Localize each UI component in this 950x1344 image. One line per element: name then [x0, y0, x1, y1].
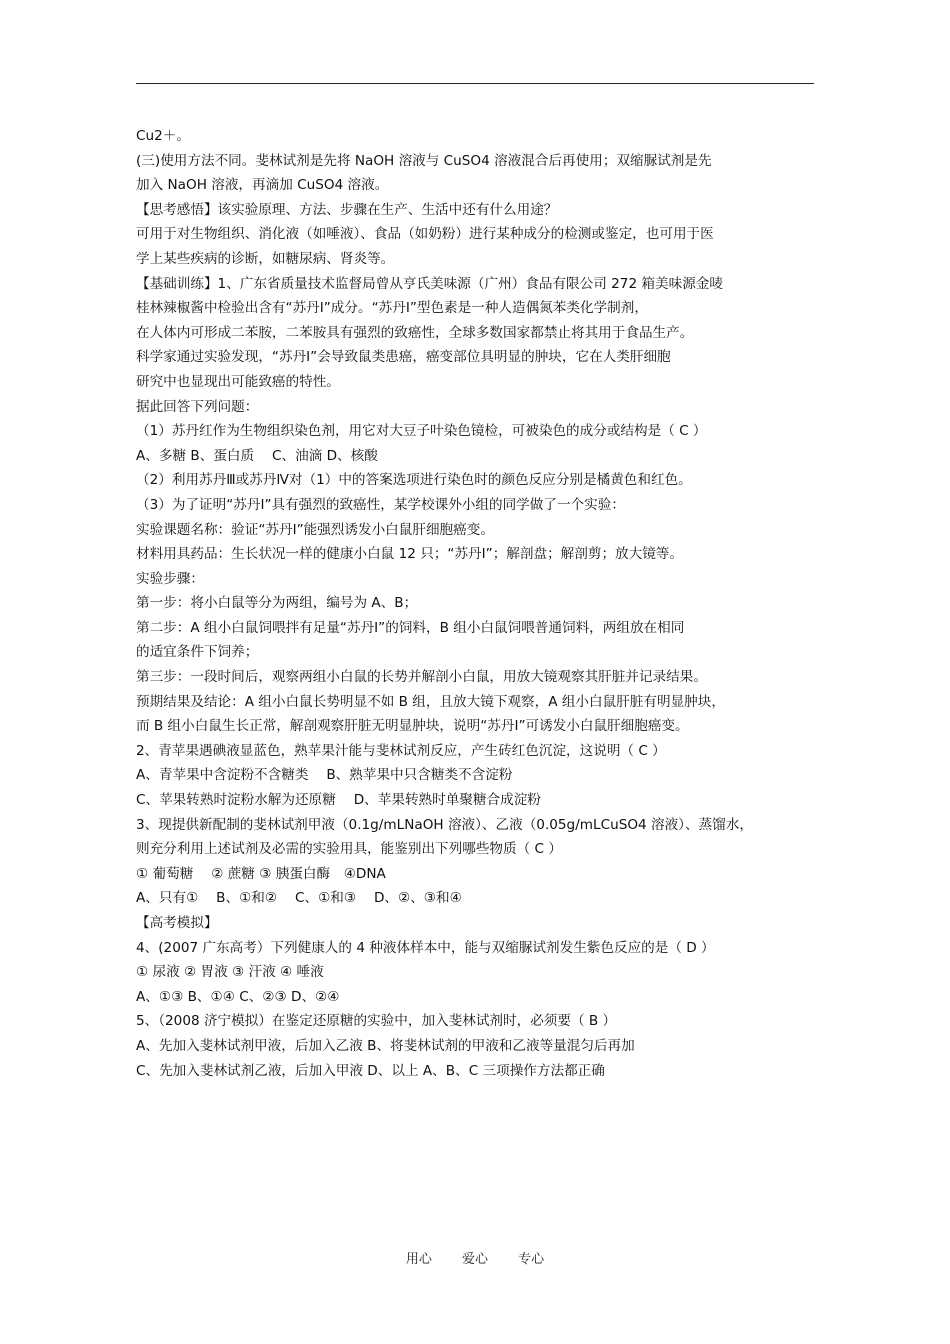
text-line: 据此回答下列问题：: [136, 398, 259, 415]
text-line: （1）苏丹红作为生物组织染色剂，用它对大豆子叶染色镜检，可被染色的成分或结构是（ C ）: [136, 423, 707, 440]
page-footer: [0, 1248, 950, 1267]
document-body: [136, 124, 826, 1083]
text-line: （2）利用苏丹Ⅲ或苏丹Ⅳ对（1）中的答案选项进行染色时的颜色反应分别是橘黄色和红色。: [136, 472, 692, 489]
text-line: 4、(2007 广东高考）下列健康人的 4 种液体样本中，能与双缩脲试剂发生紫色反应的是（ D ）: [136, 939, 715, 956]
text-line: A、①③ B、①④ C、②③ D、②④: [136, 988, 340, 1005]
text-line: 学上某些疾病的诊断，如糖尿病、肾炎等。: [136, 250, 395, 267]
text-line: 5、（2008 济宁模拟）在鉴定还原糖的实验中，加入斐林试剂时，必须要（ B ）: [136, 1013, 617, 1030]
text-line: Cu2＋。: [136, 128, 190, 144]
text-line: C、先加入斐林试剂乙液，后加入甲液 D、以上 A、B、C 三项操作方法都正确: [136, 1062, 605, 1079]
text-line: 加入 NaOH 溶液，再滴加 CuSO4 溶液。: [136, 177, 389, 194]
text-line: ① 葡萄糖 ② 蔗糖 ③ 胰蛋白酶 ④DNA: [136, 865, 386, 882]
text-line: 【思考感悟】该实验原理、方法、步骤在生产、生活中还有什么用途？: [136, 201, 558, 218]
text-line: 则充分利用上述试剂及必需的实验用具，能鉴别出下列哪些物质（ C ）: [136, 841, 562, 858]
text-line: A、先加入斐林试剂甲液，后加入乙液 B、将斐林试剂的甲液和乙液等量混匀后再加: [136, 1037, 635, 1054]
text-line: (三)使用方法不同。斐林试剂是先将 NaOH 溶液与 CuSO4 溶液混合后再使用；双缩脲试剂是先: [136, 152, 712, 169]
header-rule: [136, 83, 814, 84]
text-line: 实验步骤：: [136, 570, 204, 587]
text-line: 第一步：将小白鼠等分为两组，编号为 A、B；: [136, 595, 418, 612]
text-line: 科学家通过实验发现，“苏丹Ⅰ”会导致鼠类患癌，癌变部位具明显的肿块，它在人类肝细胞: [136, 349, 671, 366]
text-line: 预期结果及结论：A 组小白鼠长势明显不如 B 组，且放大镜下观察，A 组小白鼠肝脏有明显肿块，: [136, 693, 725, 710]
text-line: 【基础训练】1、广东省质量技术监督局曾从亨氏美味源（广州）食品有限公司 272 箱美味源金唛: [136, 275, 723, 292]
text-line: 桂林辣椒酱中检验出含有“苏丹Ⅰ”成分。“苏丹Ⅰ”型色素是一种人造偶氮苯类化学制剂，: [136, 300, 648, 317]
text-line: A、只有① B、①和② C、①和③ D、②、③和④: [136, 890, 462, 907]
text-line: 而 B 组小白鼠生长正常，解剖观察肝脏无明显肿块，说明“苏丹Ⅰ”可诱发小白鼠肝细胞癌变。: [136, 718, 689, 735]
text-line: 的适宜条件下饲养；: [136, 644, 259, 661]
text-line: 材料用具药品：生长状况一样的健康小白鼠 12 只；“苏丹Ⅰ”；解剖盘；解剖剪；放大镜等。: [136, 546, 683, 563]
text-line: A、多糖 B、蛋白质 C、油滴 D、核酸: [136, 447, 378, 464]
footer-word-1: 用心: [405, 1252, 432, 1267]
text-line: A、青苹果中含淀粉不含糖类 B、熟苹果中只含糖类不含淀粉: [136, 767, 513, 784]
text-line: 第二步：A 组小白鼠饲喂拌有足量“苏丹Ⅰ”的饲料，B 组小白鼠饲喂普通饲料，两组放在相同: [136, 619, 685, 636]
text-line: ① 尿液 ② 胃液 ③ 汗液 ④ 唾液: [136, 964, 324, 981]
text-line: 实验课题名称：验证“苏丹Ⅰ”能强烈诱发小白鼠肝细胞癌变。: [136, 521, 494, 538]
footer-word-2: 爱心: [461, 1252, 488, 1267]
text-line: 在人体内可形成二苯胺，二苯胺具有强烈的致癌性，全球多数国家都禁止将其用于食品生产。: [136, 324, 694, 341]
text-line: 可用于对生物组织、消化液（如唾液）、食品（如奶粉）进行某种成分的检测或鉴定，也可用于医: [136, 226, 714, 243]
text-line: 2、青苹果遇碘液显蓝色，熟苹果汁能与斐林试剂反应，产生砖红色沉淀，这说明（ C ）: [136, 742, 666, 759]
text-line: 研究中也显现出可能致癌的特性。: [136, 373, 340, 390]
text-line: （3）为了证明“苏丹Ⅰ”具有强烈的致癌性，某学校课外小组的同学做了一个实验：: [136, 496, 625, 513]
text-line: C、苹果转熟时淀粉水解为还原糖 D、苹果转熟时单聚糖合成淀粉: [136, 792, 541, 809]
footer-word-3: 专心: [518, 1252, 545, 1267]
text-line: 3、现提供新配制的斐林试剂甲液（0.1g/mLNaOH 溶液）、乙液（0.05g/mLCuSO4 溶液）、蒸馏水，: [136, 816, 753, 833]
text-line: 第三步：一段时间后，观察两组小白鼠的长势并解剖小白鼠，用放大镜观察其肝脏并记录结果。: [136, 669, 707, 686]
text-line: 【高考模拟】: [136, 915, 218, 931]
